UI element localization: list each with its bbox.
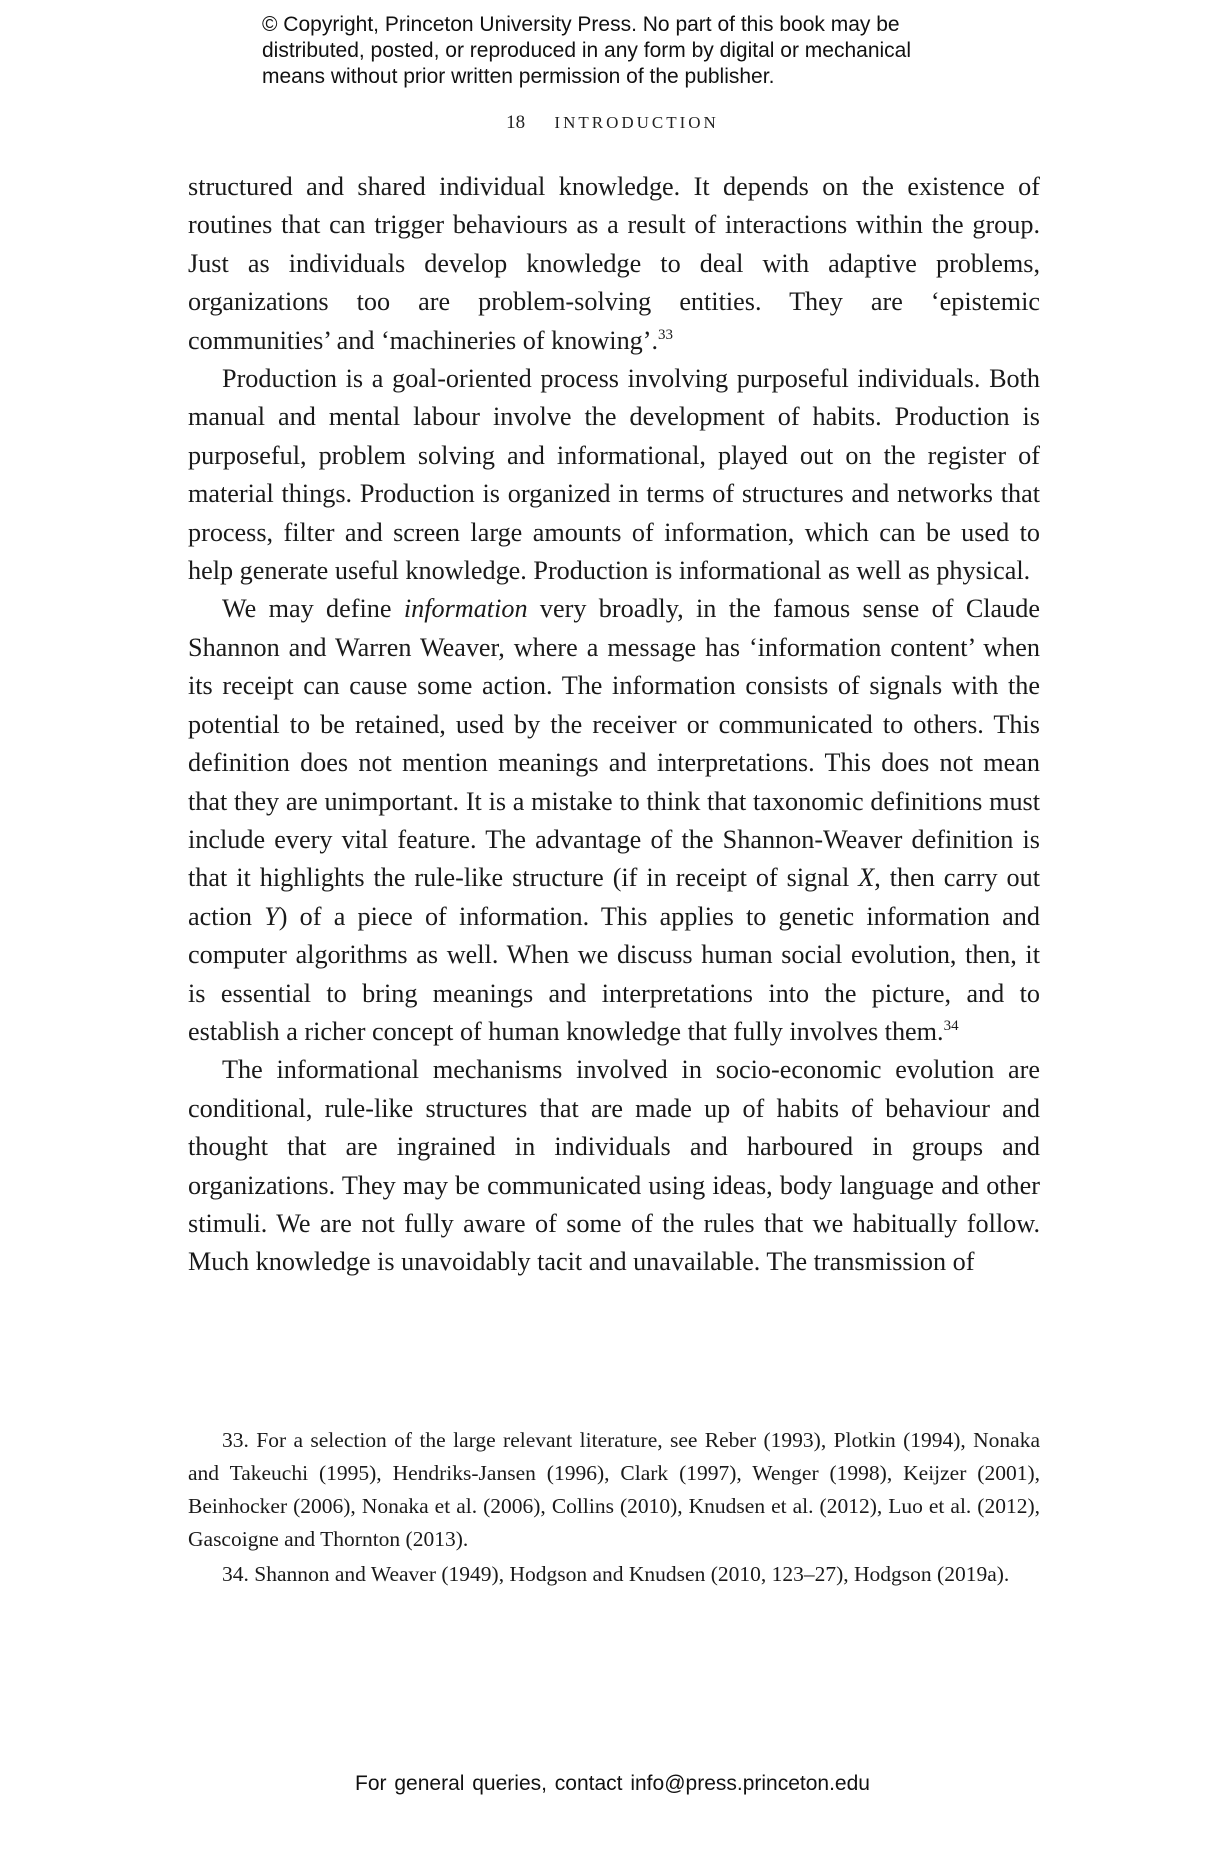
paragraph-3-text-d: ) of a piece of information. This applies to genetic information and computer algorithms as well. When we discuss human social evolution, then, it is essential to bring meanings and interpretations into the picture, and to establish a richer concept of human knowledge that fully involves them.: [188, 901, 1040, 1046]
paragraph-1-text: structured and shared individual knowledge. It depends on the existence of routines that can trigger behaviours as a result of interactions within the group. Just as individuals develop knowledge to deal with adaptive problems, organizations too are problem-solving entities. They are ‘epistemic communities’ and ‘machineries of knowing’.: [188, 172, 1040, 355]
paragraph-3-text-c: , then carry out action: [188, 863, 1040, 931]
paragraph-1: [188, 168, 1040, 360]
paragraph-3: [188, 590, 1040, 1051]
paragraph-2: Production is a goal-oriented process involving purposeful individuals. Both manual and mental labour involve the development of habits. Production is purposeful, problem solving and informational, played out on the register of material things. Production is organized in terms of structures and networks that process, filter and screen large amounts of information, which can be used to help generate useful knowledge. Production is informational as well as physical.: [188, 364, 1040, 586]
paragraph-3-text-a: We may define: [222, 594, 404, 624]
copyright-notice: [262, 12, 982, 90]
paragraph-3-action-y: Y: [264, 901, 279, 931]
running-head: [0, 112, 1225, 134]
paragraph-3-italic-term: information: [403, 594, 528, 624]
footnotes: [188, 1424, 1040, 1593]
paragraph-3-signal-x: X: [858, 863, 875, 893]
copyright-line-1: © Copyright, Princeton University Press. No part of this book may be: [262, 13, 900, 36]
paragraph-4: The informational mechanisms involved in socio-economic evolution are conditional, rule-like structures that are made up of habits of behaviour and thought that are ingrained in individuals and harboured in groups and organizations. They may be communicated using ideas, body language and other stimuli. We are not fully aware of some of the rules that we habitually follow. Much knowledge is unavoidably tacit and unavailable. The transmission of: [188, 1055, 1040, 1277]
footnote-33: 33. For a selection of the large relevant literature, see Reber (1993), Plotkin (1994), Nonaka and Takeuchi (1995), Hendriks-Jansen (1996), Clark (1997), Wenger (1998), Keijzer (2001), Beinhocker (2006), Nonaka et al. (2006), Collins (2010), Knudsen et al. (2012), Luo et al. (2012), Gascoigne and Thornton (2013).: [188, 1428, 1040, 1551]
page-number: 18: [506, 112, 526, 133]
footnote-ref-33: 33: [658, 326, 674, 343]
paragraph-3-text-b: very broadly, in the famous sense of Claude Shannon and Warren Weaver, where a message has ‘information content’ when its receipt can cause some action. The information consists of signals with the potential to be retained, used by the receiver or communicated to others. This definition does not mention meanings and interpretations. This does not mean that they are unimportant. It is a mistake to think that taxonomic definitions must include every vital feature. The advantage of the Shannon-Weaver definition is that it highlights the rule-like structure (if in receipt of signal: [188, 594, 1040, 893]
footnote-34: 34. Shannon and Weaver (1949), Hodgson and Knudsen (2010, 123–27), Hodgson (2019a).: [222, 1562, 1010, 1586]
copyright-line-2: distributed, posted, or reproduced in any form by digital or mechanical: [262, 39, 912, 62]
footnote-ref-34: 34: [943, 1017, 959, 1034]
copyright-line-3: means without prior written permission of the publisher.: [262, 65, 775, 88]
section-title: INTRODUCTION: [554, 113, 719, 132]
footer-contact: For general queries, contact info@press.princeton.edu: [355, 1772, 870, 1795]
main-text: [188, 168, 1040, 1282]
